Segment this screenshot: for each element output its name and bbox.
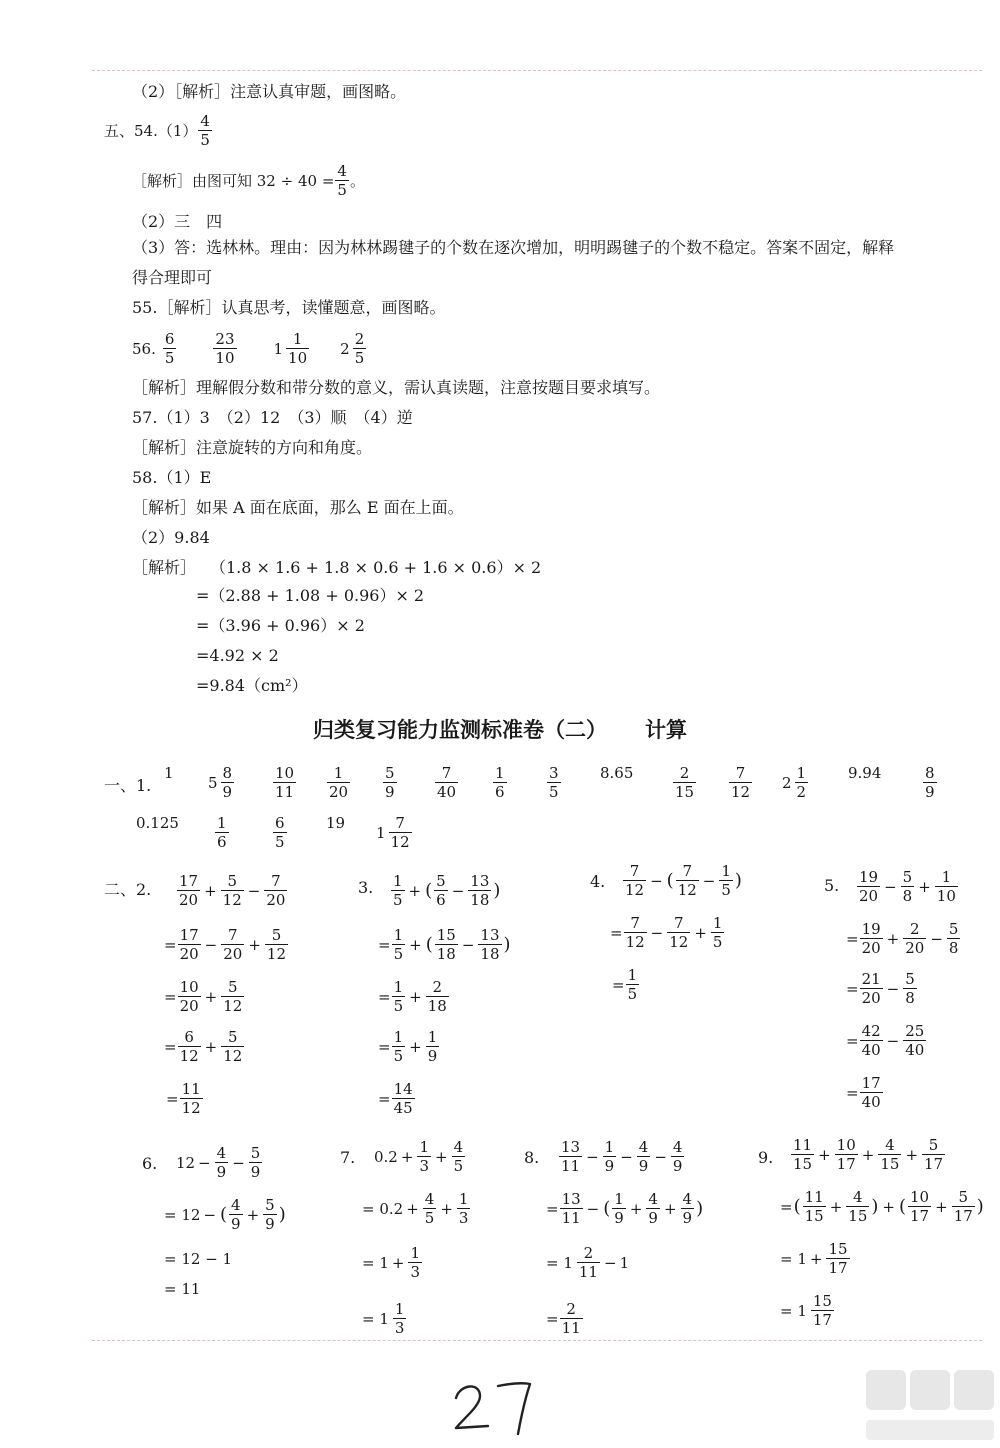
p3-line5: = $\frac{14}{45}$	[378, 1080, 413, 1117]
q56-answers: 56. $\frac{6}{5}$ $\frac{23}{10}$ 1 $\frac{1}{10}$ 2 $\frac{2}{5}$	[132, 330, 365, 367]
sec1-row1-answer-9: 8.65	[600, 764, 634, 782]
q58-step1: （1.8 × 1.6 + 1.8 × 0.6 + 1.6 × 0.6）× 2	[210, 558, 542, 577]
p3-line2: = $\frac{1}{5}$ + ( $\frac{15}{18}$ − $\frac{13}{18}$ )	[378, 926, 511, 963]
p6-line4: = 11	[164, 1280, 201, 1298]
p9-label: 9.	[758, 1148, 774, 1167]
p5-label: 5.	[824, 876, 840, 895]
sec1-row1-answer-6: $\frac{7}{40}$	[437, 764, 457, 801]
p9-line1: $\frac{11}{15}$ + $\frac{10}{17}$ + $\frac{4}{15}$ + $\frac{5}{17}$	[793, 1136, 944, 1173]
p3-line3: = $\frac{1}{5}$ + $\frac{2}{18}$	[378, 978, 447, 1015]
p9-line4: = 1 $\frac{15}{17}$	[780, 1292, 832, 1329]
p5-line1: $\frac{19}{20}$ − $\frac{5}{8}$ + $\frac{1}{10}$	[859, 868, 956, 905]
p8-line4: = $\frac{2}{11}$	[546, 1300, 581, 1337]
sec1-label: 一、1.	[104, 776, 152, 795]
p8-line3: = 1 $\frac{2}{11}$ − 1	[546, 1244, 630, 1281]
sec2-label: 二、2.	[104, 880, 152, 899]
sec1-row1-answer-2: 5 $\frac{8}{9}$	[208, 764, 233, 801]
sec1-row2-answer-1: 0.125	[136, 814, 179, 832]
p3-line1: $\frac{1}{5}$ + ( $\frac{5}{6}$ − $\frac{13}{18}$ )	[393, 872, 501, 909]
p2-line2: = $\frac{17}{20}$ − $\frac{7}{20}$ + $\frac{5}{12}$	[164, 926, 287, 963]
sec1-row1-answer-3: $\frac{10}{11}$	[275, 764, 295, 801]
sec1-row1-answer-13: 9.94	[848, 764, 882, 782]
q56-f2: $\frac{23}{10}$	[215, 330, 235, 367]
p2-line5: = $\frac{11}{12}$	[166, 1080, 201, 1117]
bottom-rule	[92, 1340, 982, 1341]
p8-line1: $\frac{13}{11}$ − $\frac{1}{9}$ − $\frac{4}{9}$ − $\frac{4}{9}$	[561, 1138, 683, 1175]
p8-line2: = $\frac{13}{11}$ − ( $\frac{1}{9}$ + $\frac{4}{9}$ + $\frac{4}{9}$ )	[546, 1190, 704, 1227]
q58-step2: =（2.88 + 1.08 + 0.96）× 2	[196, 586, 425, 605]
q58-1: 58.（1）E	[132, 468, 212, 487]
sec1-row1-answer-12: 2 $\frac{1}{2}$	[782, 764, 807, 801]
p9-line2: = ( $\frac{11}{15}$ + $\frac{4}{15}$ ) + ( $\frac{10}{17}$ + $\frac{5}{17}$ )	[780, 1188, 984, 1225]
q54-fraction: $\frac{4}{5}$	[200, 112, 210, 149]
p6-line1: 12 − $\frac{4}{9}$ − $\frac{5}{9}$	[176, 1144, 261, 1181]
p4-label: 4.	[590, 872, 606, 891]
q54-3-line2: 得合理即可	[132, 268, 213, 287]
sec1-row1-answer-11: $\frac{7}{12}$	[731, 764, 751, 801]
q56-analysis: ［解析］理解假分数和带分数的意义，需认真读题，注意按题目要求填写。	[132, 378, 661, 397]
p7-line3: = 1 + $\frac{1}{3}$	[362, 1244, 421, 1281]
sec1-row2-answer-2: $\frac{1}{6}$	[217, 814, 227, 851]
sec1-row2-answer-5: 1 $\frac{7}{12}$	[376, 814, 410, 851]
p6-label: 6.	[142, 1154, 158, 1173]
q56-f3: $\frac{1}{10}$	[288, 330, 308, 367]
watermark-logo	[860, 1360, 1000, 1448]
sec1-row1-answer-14: $\frac{8}{9}$	[925, 764, 935, 801]
p5-line4: = $\frac{42}{40}$ − $\frac{25}{40}$	[846, 1022, 925, 1059]
p3-label: 3.	[358, 878, 374, 897]
p3-line4: = $\frac{1}{5}$ + $\frac{1}{9}$	[378, 1028, 438, 1065]
q54-analysis: ［解析］由图可知 32 ÷ 40 = $\frac{4}{5}$ 。	[132, 162, 365, 199]
q54-analysis-fraction: $\frac{4}{5}$	[337, 162, 347, 199]
sec1-row1-answer-4: $\frac{1}{20}$	[329, 764, 349, 801]
section-title: 归类复习能力监测标准卷（二） 计算	[313, 718, 687, 742]
q56-f1: $\frac{6}{5}$	[164, 330, 175, 367]
p5-line3: = $\frac{21}{20}$ − $\frac{5}{8}$	[846, 970, 915, 1007]
q54-3-line1: （3）答：选林林。理由：因为林林踢毽子的个数在逐次增加，明明踢毽子的个数不稳定。答案不固定，解释	[132, 238, 895, 257]
p5-line5: = $\frac{17}{40}$	[846, 1074, 881, 1111]
q58-analysis: ［解析］如果 A 面在底面，那么 E 面在上面。	[132, 498, 464, 517]
top-rule	[92, 70, 982, 71]
q58-step3: =（3.96 + 0.96）× 2	[196, 616, 365, 635]
sec1-row1-answer-8: $\frac{3}{5}$	[549, 764, 559, 801]
q56-f4: $\frac{2}{5}$	[354, 330, 365, 367]
p7-line4: = 1 $\frac{1}{3}$	[362, 1300, 405, 1337]
p4-line3: = $\frac{1}{5}$	[612, 966, 638, 1003]
p7-label: 7.	[340, 1148, 356, 1167]
p7-line1: 0.2 + $\frac{1}{3}$ + $\frac{4}{5}$	[374, 1138, 464, 1175]
handwritten-page-number	[446, 1372, 536, 1438]
p5-line2: = $\frac{19}{20}$ + $\frac{2}{20}$ − $\frac{5}{8}$	[846, 920, 959, 957]
p6-line3: = 12 − 1	[164, 1250, 233, 1268]
p8-label: 8.	[524, 1148, 540, 1167]
sec1-row2-answer-4: 19	[326, 814, 346, 832]
sec1-row1-answer-10: $\frac{2}{15}$	[675, 764, 695, 801]
q58-2: （2）9.84	[132, 528, 210, 547]
q58-step-label: ［解析］	[132, 558, 197, 577]
q54-label: 五、54.（1）	[104, 122, 198, 140]
q54-heading	[104, 112, 213, 149]
p7-line2: = 0.2 + $\frac{4}{5}$ + $\frac{1}{3}$	[362, 1190, 469, 1227]
p2-line4: = $\frac{6}{12}$ + $\frac{5}{12}$	[164, 1028, 243, 1065]
sec1-row1-answer-5: $\frac{5}{9}$	[385, 764, 395, 801]
p2-line1: $\frac{17}{20}$ + $\frac{5}{12}$ − $\frac{7}{20}$	[179, 872, 286, 909]
p4-line2: = $\frac{7}{12}$ − $\frac{7}{12}$ + $\frac{1}{5}$	[610, 914, 723, 951]
q57-analysis: ［解析］注意旋转的方向和角度。	[132, 438, 373, 457]
sec1-row1-answer-1: 1	[164, 764, 174, 782]
sec1-row1-answer-7: $\frac{1}{6}$	[495, 764, 505, 801]
q58-step4: =4.92 × 2	[196, 646, 279, 665]
p4-line1: $\frac{7}{12}$ − ( $\frac{7}{12}$ − $\frac{1}{5}$ )	[625, 862, 742, 899]
p2-line3: = $\frac{10}{20}$ + $\frac{5}{12}$	[164, 978, 243, 1015]
q55: 55.［解析］认真思考，读懂题意，画图略。	[132, 298, 446, 317]
p6-line2: = 12 − ( $\frac{4}{9}$ + $\frac{5}{9}$ )	[164, 1196, 286, 1233]
q57: 57.（1）3 （2）12 （3）顺 （4）逆	[132, 408, 413, 427]
q54-2: （2）三 四	[132, 212, 223, 231]
line-q53-2: （2）［解析］注意认真审题，画图略。	[132, 82, 407, 101]
p9-line3: = 1 + $\frac{15}{17}$	[780, 1240, 848, 1277]
q58-step5: =9.84（cm²）	[196, 676, 308, 695]
sec1-row2-answer-3: $\frac{6}{5}$	[275, 814, 285, 851]
